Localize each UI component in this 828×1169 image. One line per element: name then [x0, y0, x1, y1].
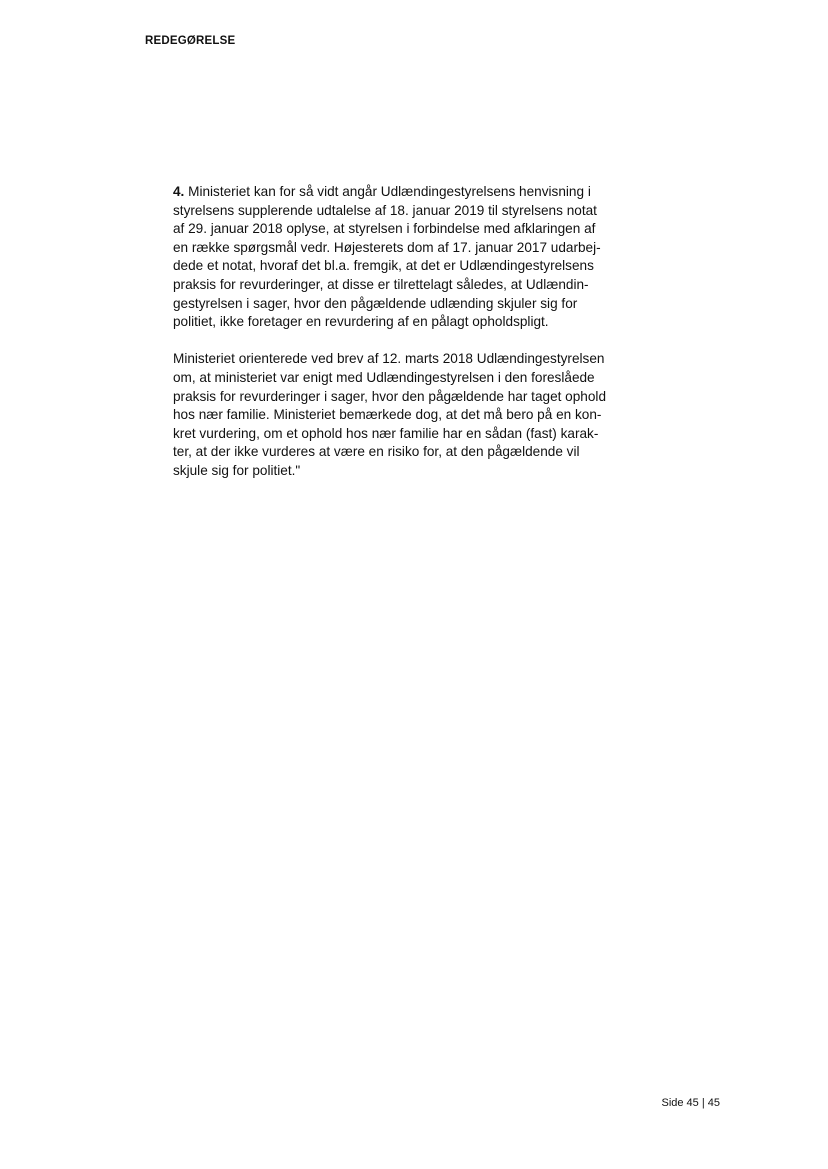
- paragraph-line: styrelsens supplerende udtalelse af 18. januar 2019 til styrelsens notat: [173, 202, 597, 218]
- paragraph-line: dede et notat, hvoraf det bl.a. fremgik, at det er Udlændingestyrelsens: [173, 258, 594, 274]
- paragraph-line: [173, 183, 623, 202]
- paragraph-line: af 29. januar 2018 oplyse, at styrelsen i forbindelse med afklaringen af: [173, 221, 596, 237]
- paragraph-line: praksis for revurderinger i sager, hvor den pågældende har taget ophold: [173, 388, 607, 404]
- paragraph-line: gestyrelsen i sager, hvor den pågældende udlænding skjuler sig for: [173, 295, 578, 311]
- paragraph-line-text: Ministeriet kan for så vidt angår Udlændingestyrelsens henvisning i: [184, 184, 591, 199]
- paragraph-line: ter, at der ikke vurderes at være en risiko for, at den pågældende vil: [173, 444, 580, 460]
- paragraph-4: [173, 183, 623, 332]
- paragraph-number: 4.: [173, 184, 185, 199]
- paragraph-line: Ministeriet orienterede ved brev af 12. marts 2018 Udlændingestyrelsen: [173, 351, 605, 367]
- paragraph-line: en række spørgsmål vedr. Højesterets dom af 17. januar 2017 udarbej-: [173, 239, 601, 255]
- paragraph-line: om, at ministeriet var enigt med Udlændingestyrelsen i den foreslåede: [173, 369, 595, 385]
- document-header-title: REDEGØRELSE: [145, 35, 236, 47]
- page-number: Side 45 | 45: [661, 1097, 720, 1109]
- paragraph-line: skjule sig for politiet.": [173, 462, 301, 478]
- paragraph-line: hos nær familie. Ministeriet bemærkede dog, at det må bero på en kon-: [173, 407, 602, 423]
- document-body: [173, 183, 623, 499]
- paragraph-line: kret vurdering, om et ophold hos nær familie har en sådan (fast) karak-: [173, 425, 599, 441]
- paragraph-ministry-letter: [173, 350, 623, 480]
- paragraph-line: praksis for revurderinger, at disse er tilrettelagt således, at Udlændin-: [173, 276, 589, 292]
- paragraph-line: politiet, ikke foretager en revurdering af en pålagt opholdspligt.: [173, 314, 549, 330]
